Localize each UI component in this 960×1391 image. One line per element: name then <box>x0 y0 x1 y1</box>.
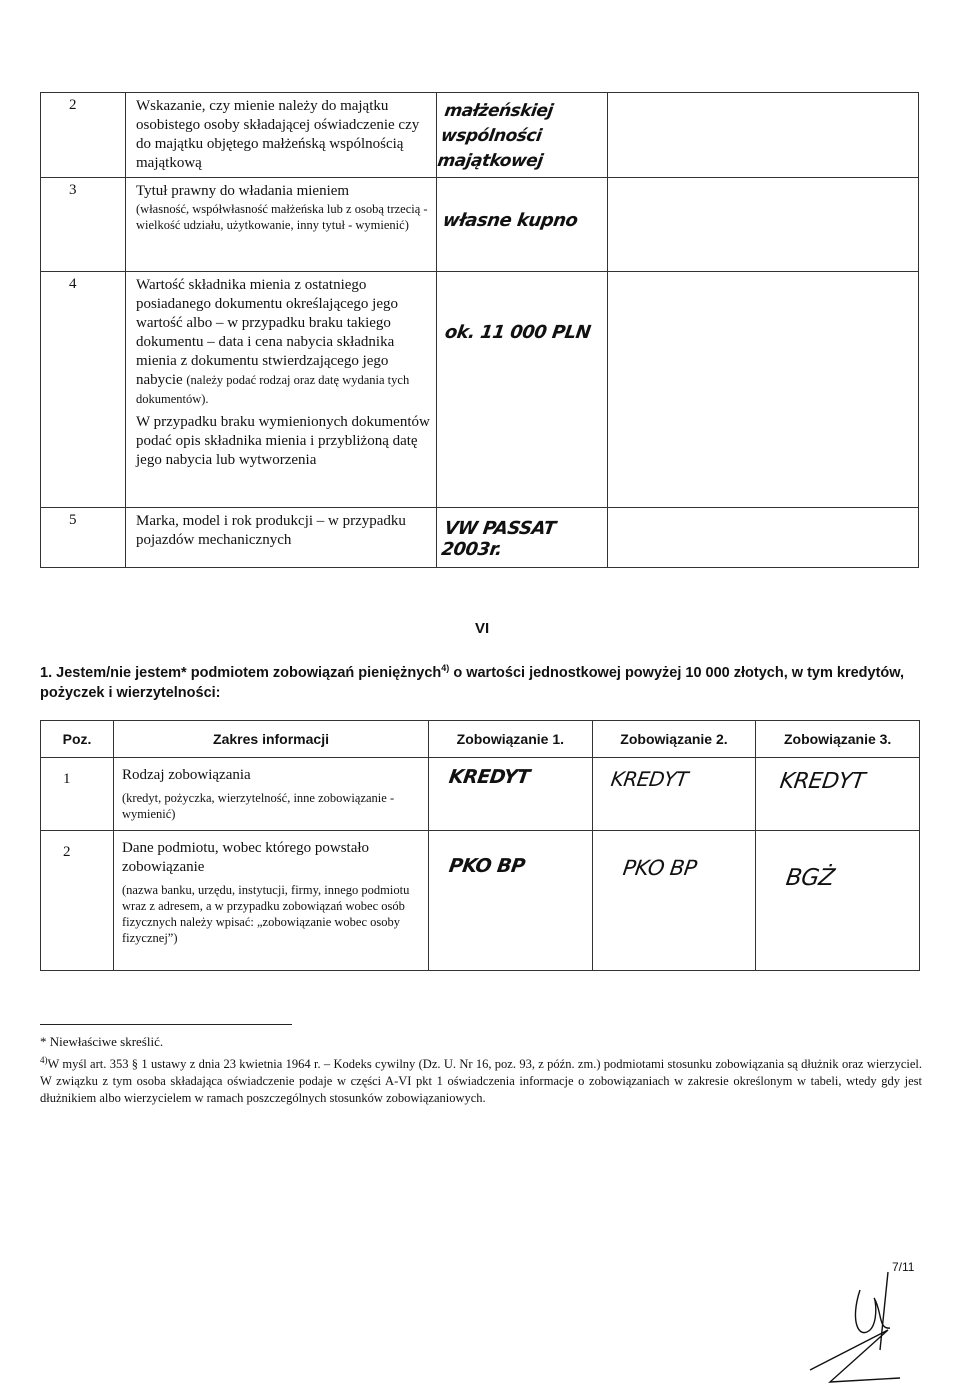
handwritten-value: własne kupno <box>441 210 579 231</box>
row-number: 2 <box>41 93 126 178</box>
column-header: Zobowiązanie 3. <box>756 721 920 758</box>
row-value <box>437 93 608 178</box>
footnote-star: * Niewłaściwe skreślić. <box>40 1034 164 1049</box>
handwritten-value: małżeńskiej wspólności majątkowej <box>436 101 555 171</box>
table-row <box>41 178 919 272</box>
empty-cell <box>608 508 919 568</box>
signature-image <box>800 1270 920 1385</box>
handwritten-value: VW PASSAT 2003r. <box>440 518 557 560</box>
liability-1-value: KREDYT <box>429 758 593 831</box>
section-intro: 1. Jestem/nie jestem* podmiotem zobowiązań pieniężnych$^{4)}$ o wartości jednostkowej powyżej 10 000 złotych, w tym kredytów, pożyczek i wierzytelności: <box>40 663 905 701</box>
row-description: Rodzaj zobowiązania (kredyt, pożyczka, wierzytelność, inne zobowiązanie - wymienić) <box>114 758 429 831</box>
table-header-row <box>41 721 920 758</box>
row-value <box>437 508 608 568</box>
row-number: 3 <box>41 178 126 272</box>
table-row <box>41 93 919 178</box>
column-header: Poz. <box>41 721 114 758</box>
table-row <box>41 508 919 568</box>
liability-2-value: PKO BP <box>592 831 756 971</box>
row-number: 2 <box>41 831 114 971</box>
handwritten-value: ok. 11 000 PLN <box>443 322 592 343</box>
table-row <box>41 831 920 971</box>
empty-cell <box>608 93 919 178</box>
liabilities-table <box>40 720 920 971</box>
column-header: Zakres informacji <box>114 721 429 758</box>
row-number: 5 <box>41 508 126 568</box>
section-number: VI <box>475 620 490 637</box>
table-row <box>41 758 920 831</box>
property-table <box>40 92 919 568</box>
row-description: Marka, model i rok produkcji – w przypadku pojazdów mechanicznych <box>126 508 437 568</box>
column-header: Zobowiązanie 2. <box>592 721 756 758</box>
row-description: Wskazanie, czy mienie należy do majątku osobistego osoby składającej oświadczenie czy do majątku objętego małżeńską wspólnością majątkową <box>126 93 437 178</box>
liability-3-value: KREDYT <box>756 758 920 831</box>
row-number: 1 <box>41 758 114 831</box>
row-description: Wartość składnika mienia z ostatniego posiadanego dokumentu określającego jego wartość albo – w przypadku braku takiego dokumentu – data i cena nabycia składnika mienia z dokumentu stwierdzającego jego nabycie (należy podać rodzaj oraz datę wydania tych dokumentów). W przypadku braku wymienionych dokumentów podać opis składnika mienia i przybliżoną datę jego nabycia lub wytworzenia <box>126 272 437 508</box>
footnote-divider <box>40 1024 292 1025</box>
page-number: 7/11 <box>892 1260 915 1274</box>
row-value <box>437 272 608 508</box>
footnote-4: $^{4)}$W myśl art. 353 § 1 ustawy z dnia 23 kwietnia 1964 r. – Kodeks cywilny (Dz. U. Nr 16, poz. 93, z późn. zm.) podmiotami stosunku zobowiązania są dłużnik oraz wierzyciel. W związku z tym osoba składająca oświadczenie podaje w części A-VI pkt 1 oświadczenia informacje o zobowiązaniach w zakresie określonym w tabeli, wtedy gdy jest dłużnikiem albo wierzycielem w ramach poszczególnych stosunków zobowiązaniowych. <box>40 1055 922 1106</box>
table-row <box>41 272 919 508</box>
liability-3-value: BGŻ <box>756 831 920 971</box>
row-description: Dane podmiotu, wobec którego powstało zobowiązanie (nazwa banku, urzędu, instytucji, firmy, innego podmiotu wraz z adresem, a w przypadku zobowiązań wobec osób fizycznych należy wpisać: „zobowiązanie wobec osoby fizycznej”) <box>114 831 429 971</box>
empty-cell <box>608 272 919 508</box>
liability-2-value: KREDYT <box>592 758 756 831</box>
liability-1-value: PKO BP <box>429 831 593 971</box>
row-description: Tytuł prawny do władania mieniem (własność, współwłasność małżeńska lub z osobą trzecią - wielkość udziału, użytkowanie, inny tytuł - wymienić) <box>126 178 437 272</box>
empty-cell <box>608 178 919 272</box>
row-value <box>437 178 608 272</box>
column-header: Zobowiązanie 1. <box>429 721 593 758</box>
row-number: 4 <box>41 272 126 508</box>
